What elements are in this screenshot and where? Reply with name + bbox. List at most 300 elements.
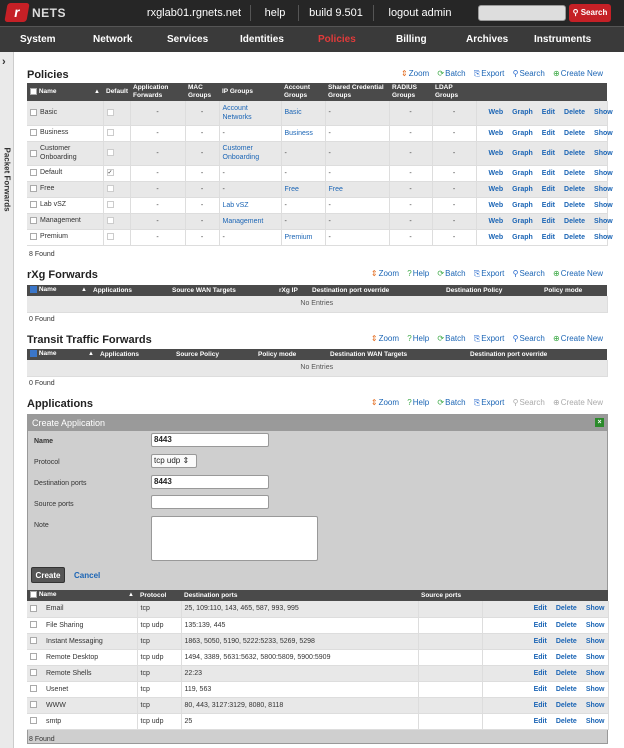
application-forwards bbox=[130, 101, 185, 125]
row-action-show[interactable]: Show bbox=[594, 233, 613, 241]
row-action-delete[interactable]: Delete bbox=[555, 637, 577, 645]
account-groups-text[interactable]: - bbox=[284, 149, 287, 157]
ip-groups[interactable] bbox=[219, 181, 281, 197]
policy-name-cell bbox=[27, 181, 103, 197]
nav-archives[interactable]: Archives bbox=[466, 34, 509, 45]
shared-credential-groups-text[interactable]: - bbox=[328, 201, 331, 209]
hostname-link[interactable]: rxglab01.rgnets.net bbox=[146, 7, 242, 19]
nav-system[interactable]: System bbox=[20, 34, 56, 45]
select-all-header[interactable] bbox=[27, 285, 90, 296]
row-action-edit[interactable]: Edit bbox=[541, 233, 556, 241]
col-applications[interactable]: Applications bbox=[90, 285, 169, 296]
select-all-checkbox[interactable] bbox=[30, 591, 37, 598]
protocol bbox=[137, 713, 181, 729]
select-all-header[interactable] bbox=[27, 590, 137, 601]
shared-credential-groups[interactable] bbox=[325, 197, 389, 213]
row-checkbox[interactable] bbox=[30, 129, 37, 136]
col-applications[interactable]: Applications bbox=[97, 349, 173, 360]
row-action-edit[interactable]: Edit bbox=[541, 169, 556, 177]
application-name-cell bbox=[27, 633, 137, 649]
divider bbox=[298, 5, 299, 21]
mac-groups-text: - bbox=[200, 169, 204, 177]
shared-credential-groups-text[interactable]: Free bbox=[328, 185, 343, 193]
create-button[interactable]: Create bbox=[31, 567, 65, 583]
row-action-edit[interactable]: Edit bbox=[541, 109, 556, 117]
row-action-show[interactable]: Show bbox=[594, 201, 613, 209]
radius-groups-text: - bbox=[409, 233, 412, 241]
row-actions bbox=[476, 141, 613, 165]
account-groups-text[interactable]: Premium bbox=[284, 233, 313, 241]
sort-up-icon[interactable]: ▲ bbox=[88, 351, 94, 358]
row-action-delete[interactable]: Delete bbox=[555, 669, 577, 677]
help-button[interactable] bbox=[407, 334, 429, 343]
col-ip-groups[interactable]: IP Groups bbox=[219, 83, 281, 101]
col-shared-credential-groups[interactable]: Shared Credential Groups bbox=[325, 83, 389, 101]
col-rxg-ip[interactable]: rXg IP bbox=[276, 285, 309, 296]
row-action-show[interactable]: Show bbox=[585, 701, 605, 709]
protocol-text: tcp bbox=[140, 701, 150, 709]
table-header bbox=[27, 83, 607, 101]
row-action-graph[interactable]: Graph bbox=[512, 149, 533, 157]
ip-groups[interactable] bbox=[219, 213, 281, 229]
table-row bbox=[27, 213, 607, 229]
col-source-ports[interactable]: Source ports bbox=[418, 590, 482, 601]
row-action-delete[interactable]: Delete bbox=[555, 701, 577, 709]
application-name: Remote Shells bbox=[46, 669, 92, 677]
ip-groups[interactable] bbox=[219, 141, 281, 165]
policy-name-cell bbox=[27, 101, 103, 125]
row-action-delete[interactable]: Delete bbox=[564, 217, 586, 225]
row-action-show[interactable]: Show bbox=[585, 653, 605, 661]
row-checkbox[interactable] bbox=[30, 201, 37, 208]
policy-name: Business bbox=[40, 129, 69, 137]
ldap-groups-text: - bbox=[452, 201, 456, 209]
search-button[interactable] bbox=[513, 334, 545, 343]
destination-ports-field[interactable]: 8443 bbox=[151, 475, 269, 489]
note-textarea[interactable] bbox=[151, 516, 318, 561]
ip-groups[interactable] bbox=[219, 101, 281, 125]
policy-name-cell bbox=[27, 165, 103, 181]
logout-link[interactable]: logout admin bbox=[388, 7, 452, 19]
search-icon: ⚲ bbox=[512, 334, 519, 343]
row-action-edit[interactable]: Edit bbox=[541, 217, 556, 225]
col-app-forwards[interactable]: Application Forwards bbox=[130, 83, 185, 101]
account-groups[interactable] bbox=[281, 197, 325, 213]
shared-credential-groups[interactable] bbox=[325, 101, 389, 125]
help-label: Help bbox=[412, 398, 430, 407]
ip-groups[interactable] bbox=[219, 229, 281, 245]
row-action-show[interactable]: Show bbox=[585, 717, 605, 725]
create-new-label: Create New bbox=[560, 398, 603, 407]
col-account-groups[interactable]: Account Groups bbox=[281, 83, 325, 101]
destination-ports-text: 135:139, 445 bbox=[184, 621, 226, 629]
radius-groups-text: - bbox=[409, 201, 412, 209]
zoom-label: Zoom bbox=[378, 334, 400, 343]
row-action-edit[interactable]: Edit bbox=[533, 685, 547, 693]
export-icon: ⎘ bbox=[473, 398, 481, 407]
divider bbox=[250, 5, 251, 21]
application-name-cell bbox=[27, 713, 137, 729]
row-action-graph[interactable]: Graph bbox=[512, 233, 533, 241]
policy-name: Basic bbox=[40, 109, 58, 117]
plus-icon: ⊕ bbox=[553, 69, 560, 78]
batch-icon: ⟳ bbox=[437, 334, 445, 343]
row-action-edit[interactable]: Edit bbox=[533, 717, 547, 725]
row-checkbox[interactable] bbox=[30, 637, 37, 644]
row-action-web[interactable]: Web bbox=[488, 149, 504, 157]
sort-up-icon[interactable]: ▲ bbox=[94, 88, 100, 95]
destination-ports bbox=[181, 713, 418, 729]
row-checkbox[interactable] bbox=[30, 653, 37, 660]
application-forwards bbox=[130, 165, 185, 181]
nav-policies[interactable]: Policies bbox=[318, 34, 356, 45]
row-action-delete[interactable]: Delete bbox=[564, 233, 586, 241]
create-new-button[interactable] bbox=[553, 334, 603, 343]
nav-network[interactable]: Network bbox=[93, 34, 133, 45]
row-action-delete[interactable]: Delete bbox=[564, 185, 586, 193]
ip-groups-text[interactable]: Management bbox=[222, 217, 264, 225]
row-action-edit[interactable]: Edit bbox=[541, 129, 556, 137]
row-action-show[interactable]: Show bbox=[585, 685, 605, 693]
row-action-edit[interactable]: Edit bbox=[533, 669, 547, 677]
mac-groups-text: - bbox=[200, 109, 204, 117]
row-action-show[interactable]: Show bbox=[594, 109, 613, 117]
col-destination-port-override[interactable]: Destination port override bbox=[309, 285, 443, 296]
row-action-edit[interactable]: Edit bbox=[541, 149, 556, 157]
select-all-checkbox[interactable] bbox=[30, 350, 37, 357]
source-ports-field[interactable] bbox=[151, 495, 269, 509]
search-icon: ⚲ bbox=[512, 398, 519, 407]
rxg-forwards-actions bbox=[365, 269, 603, 279]
source-ports bbox=[418, 681, 482, 697]
row-checkbox[interactable] bbox=[30, 150, 37, 157]
account-groups-text[interactable]: - bbox=[284, 169, 287, 177]
shared-credential-groups[interactable] bbox=[325, 213, 389, 229]
col-mac-groups[interactable]: MAC Groups bbox=[185, 83, 219, 101]
zoom-button[interactable] bbox=[371, 398, 399, 407]
zoom-button[interactable] bbox=[371, 269, 399, 278]
batch-button[interactable] bbox=[437, 269, 465, 278]
protocol-text: tcp bbox=[140, 685, 150, 693]
row-action-show[interactable]: Show bbox=[585, 621, 605, 629]
plus-icon: ⊕ bbox=[553, 398, 560, 407]
row-action-show[interactable]: Show bbox=[594, 169, 613, 177]
application-name: smtp bbox=[46, 717, 62, 725]
row-action-delete[interactable]: Delete bbox=[564, 149, 586, 157]
select-all-checkbox[interactable] bbox=[30, 88, 37, 95]
destination-ports bbox=[181, 617, 418, 633]
shared-credential-groups-text[interactable]: - bbox=[328, 109, 331, 117]
select-all-header[interactable] bbox=[27, 83, 103, 101]
batch-button[interactable] bbox=[437, 398, 465, 407]
shared-credential-groups[interactable] bbox=[325, 229, 389, 245]
ldap-groups-text: - bbox=[452, 233, 456, 241]
close-icon[interactable]: × bbox=[595, 418, 604, 427]
ip-groups-text[interactable]: - bbox=[222, 129, 225, 137]
name-field[interactable]: 8443 bbox=[151, 433, 269, 447]
ip-groups-text[interactable]: Customer Onboarding bbox=[222, 145, 260, 161]
account-groups[interactable] bbox=[281, 165, 325, 181]
destination-ports bbox=[181, 681, 418, 697]
applications-actions bbox=[365, 398, 603, 408]
row-action-delete[interactable]: Delete bbox=[555, 717, 577, 725]
shared-credential-groups-text[interactable]: - bbox=[328, 217, 331, 225]
account-groups[interactable] bbox=[281, 141, 325, 165]
protocol-text: tcp udp bbox=[140, 621, 164, 629]
protocol-select[interactable] bbox=[151, 454, 197, 468]
ip-groups-text[interactable]: Account Networks bbox=[222, 104, 252, 121]
table-row bbox=[27, 181, 607, 197]
row-action-delete[interactable]: Delete bbox=[564, 169, 586, 177]
row-action-web[interactable]: Web bbox=[488, 217, 504, 225]
ip-groups-text[interactable]: - bbox=[222, 169, 225, 177]
row-action-delete[interactable]: Delete bbox=[555, 605, 577, 613]
col-policy-mode[interactable]: Policy mode bbox=[255, 349, 327, 360]
col-destination-wan-targets[interactable]: Destination WAN Targets bbox=[327, 349, 467, 360]
row-checkbox[interactable] bbox=[30, 605, 37, 612]
col-policy-mode[interactable]: Policy mode bbox=[541, 285, 607, 296]
help-icon: ? bbox=[407, 334, 412, 343]
zoom-button[interactable] bbox=[371, 334, 399, 343]
ip-groups[interactable] bbox=[219, 165, 281, 181]
row-action-graph[interactable]: Graph bbox=[512, 169, 533, 177]
shared-credential-groups[interactable] bbox=[325, 181, 389, 197]
row-checkbox[interactable] bbox=[30, 669, 37, 676]
row-action-web[interactable]: Web bbox=[488, 169, 504, 177]
account-groups-text[interactable]: Business bbox=[284, 129, 313, 137]
mac-groups bbox=[185, 229, 219, 245]
col-name: Name bbox=[38, 286, 57, 294]
row-action-web[interactable]: Web bbox=[488, 129, 504, 137]
col-source-policy[interactable]: Source Policy bbox=[173, 349, 255, 360]
ldap-groups bbox=[432, 125, 476, 141]
row-checkbox[interactable] bbox=[30, 717, 37, 724]
expand-sidebar-icon[interactable]: › bbox=[2, 56, 6, 68]
table-header bbox=[27, 349, 607, 360]
help-button[interactable] bbox=[407, 398, 429, 407]
row-checkbox[interactable] bbox=[30, 109, 37, 116]
row-action-edit[interactable]: Edit bbox=[533, 621, 547, 629]
row-action-graph[interactable]: Graph bbox=[512, 201, 533, 209]
help-icon: ? bbox=[407, 269, 412, 278]
rgnets-logo[interactable] bbox=[6, 3, 76, 22]
row-action-show[interactable]: Show bbox=[594, 149, 613, 157]
create-new-button[interactable] bbox=[553, 269, 603, 278]
shared-credential-groups[interactable] bbox=[325, 141, 389, 165]
protocol-text: tcp bbox=[140, 637, 150, 645]
table-row bbox=[27, 649, 608, 665]
row-action-delete[interactable]: Delete bbox=[555, 685, 577, 693]
shared-credential-groups-text[interactable]: - bbox=[328, 169, 331, 177]
ldap-groups-text: - bbox=[452, 149, 456, 157]
row-action-show[interactable]: Show bbox=[594, 185, 613, 193]
row-action-web[interactable]: Web bbox=[488, 185, 504, 193]
account-groups-text[interactable]: Basic bbox=[284, 109, 302, 117]
help-label: Help bbox=[412, 334, 430, 343]
application-name: WWW bbox=[46, 701, 66, 709]
row-action-graph[interactable]: Graph bbox=[512, 129, 533, 137]
application-forwards-text: - bbox=[156, 201, 159, 209]
col-destination-port-override[interactable]: Destination port override bbox=[467, 349, 607, 360]
col-destination-ports[interactable]: Destination ports bbox=[181, 590, 418, 601]
row-action-show[interactable]: Show bbox=[585, 637, 605, 645]
export-button[interactable] bbox=[474, 334, 505, 343]
row-action-web[interactable]: Web bbox=[488, 201, 504, 209]
shared-credential-groups-text[interactable]: - bbox=[328, 233, 331, 241]
destination-ports bbox=[181, 665, 418, 681]
default-checkbox bbox=[107, 109, 114, 116]
col-destination-policy[interactable]: Destination Policy bbox=[443, 285, 541, 296]
row-action-delete[interactable]: Delete bbox=[564, 201, 586, 209]
radius-groups bbox=[389, 213, 432, 229]
zoom-label: Zoom bbox=[408, 69, 430, 78]
row-action-graph[interactable]: Graph bbox=[512, 217, 533, 225]
row-action-edit[interactable]: Edit bbox=[541, 185, 556, 193]
select-all-checkbox[interactable] bbox=[30, 286, 37, 293]
sort-up-icon[interactable]: ▲ bbox=[128, 592, 134, 599]
ip-groups[interactable] bbox=[219, 125, 281, 141]
row-action-show[interactable]: Show bbox=[594, 217, 613, 225]
policy-name: Free bbox=[40, 185, 55, 193]
shared-credential-groups[interactable] bbox=[325, 125, 389, 141]
radius-groups bbox=[389, 141, 432, 165]
batch-label: Batch bbox=[445, 334, 466, 343]
policies-rows bbox=[27, 101, 613, 245]
row-action-edit[interactable]: Edit bbox=[533, 605, 547, 613]
row-action-delete[interactable]: Delete bbox=[555, 653, 577, 661]
destination-ports-text: 22:23 bbox=[184, 669, 203, 677]
row-checkbox[interactable] bbox=[30, 685, 37, 692]
sort-up-icon[interactable]: ▲ bbox=[81, 287, 87, 294]
account-groups-text[interactable]: - bbox=[284, 201, 287, 209]
row-action-delete[interactable]: Delete bbox=[564, 129, 586, 137]
account-groups-text[interactable]: - bbox=[284, 217, 287, 225]
col-default[interactable]: Default bbox=[103, 83, 130, 101]
application-forwards bbox=[130, 229, 185, 245]
mac-groups-text: - bbox=[200, 129, 204, 137]
row-action-web[interactable]: Web bbox=[488, 233, 504, 241]
row-checkbox[interactable] bbox=[30, 701, 37, 708]
account-groups[interactable] bbox=[281, 213, 325, 229]
default-cell bbox=[103, 141, 130, 165]
create-new-button[interactable] bbox=[553, 69, 603, 78]
account-groups-text[interactable]: Free bbox=[284, 185, 299, 193]
shared-credential-groups-text[interactable]: - bbox=[328, 149, 331, 157]
row-actions bbox=[476, 229, 613, 245]
table-header bbox=[27, 285, 607, 296]
account-groups[interactable] bbox=[281, 101, 325, 125]
batch-icon: ⟳ bbox=[437, 269, 445, 278]
ip-groups-text[interactable]: - bbox=[222, 185, 225, 193]
col-source-wan-targets[interactable]: Source WAN Targets bbox=[169, 285, 276, 296]
help-link[interactable]: help bbox=[264, 7, 286, 19]
search-input[interactable] bbox=[478, 5, 566, 21]
export-button[interactable] bbox=[474, 69, 505, 78]
help-button[interactable] bbox=[407, 269, 429, 278]
help-label: Help bbox=[412, 269, 430, 278]
zoom-button[interactable] bbox=[401, 69, 429, 78]
search-button[interactable] bbox=[569, 4, 611, 22]
col-ldap-groups[interactable]: LDAP Groups bbox=[432, 83, 476, 101]
policies-title: Policies bbox=[27, 69, 69, 81]
row-checkbox[interactable] bbox=[30, 621, 37, 628]
shared-credential-groups-text[interactable]: - bbox=[328, 129, 331, 137]
row-actions bbox=[476, 181, 613, 197]
create-new-button[interactable] bbox=[553, 398, 603, 407]
destination-ports bbox=[181, 633, 418, 649]
mac-groups-text: - bbox=[200, 233, 204, 241]
help-icon: ? bbox=[407, 398, 412, 407]
main-nav bbox=[0, 26, 624, 52]
account-groups[interactable] bbox=[281, 181, 325, 197]
transit-title: Transit Traffic Forwards bbox=[27, 334, 152, 346]
build-link[interactable]: build 9.501 bbox=[309, 7, 363, 19]
row-action-show[interactable]: Show bbox=[594, 129, 613, 137]
default-checkbox bbox=[107, 129, 114, 136]
application-name-cell bbox=[27, 601, 137, 617]
application-forwards bbox=[130, 213, 185, 229]
search-button[interactable] bbox=[513, 269, 545, 278]
row-action-graph[interactable]: Graph bbox=[512, 185, 533, 193]
account-groups[interactable] bbox=[281, 229, 325, 245]
row-checkbox[interactable] bbox=[30, 233, 37, 240]
search-button[interactable] bbox=[513, 398, 545, 407]
batch-label: Batch bbox=[445, 69, 466, 78]
applications-table bbox=[27, 590, 609, 730]
radius-groups-text: - bbox=[409, 169, 412, 177]
export-button[interactable] bbox=[474, 269, 505, 278]
row-action-delete[interactable]: Delete bbox=[555, 621, 577, 629]
application-name-cell bbox=[27, 665, 137, 681]
row-action-graph[interactable]: Graph bbox=[512, 109, 533, 117]
col-protocol[interactable]: Protocol bbox=[137, 590, 181, 601]
nav-billing[interactable]: Billing bbox=[396, 34, 427, 45]
create-application-title: Create Application bbox=[28, 415, 607, 431]
ip-groups[interactable] bbox=[219, 197, 281, 213]
ip-groups-text[interactable]: Lab vSZ bbox=[222, 201, 249, 209]
col-radius-groups[interactable]: RADIUS Groups bbox=[389, 83, 432, 101]
application-forwards bbox=[130, 197, 185, 213]
nav-instruments[interactable]: Instruments bbox=[534, 34, 592, 45]
shared-credential-groups[interactable] bbox=[325, 165, 389, 181]
row-checkbox[interactable] bbox=[30, 169, 37, 176]
row-action-edit[interactable]: Edit bbox=[533, 637, 547, 645]
row-checkbox[interactable] bbox=[30, 185, 37, 192]
nav-services[interactable]: Services bbox=[167, 34, 209, 45]
export-icon: ⎘ bbox=[473, 69, 481, 78]
row-action-show[interactable]: Show bbox=[585, 605, 605, 613]
cancel-link[interactable]: Cancel bbox=[74, 571, 101, 580]
search-button[interactable] bbox=[513, 69, 545, 78]
batch-button[interactable] bbox=[437, 334, 465, 343]
row-action-web[interactable]: Web bbox=[488, 109, 504, 117]
row-action-edit[interactable]: Edit bbox=[541, 201, 556, 209]
export-button[interactable] bbox=[474, 398, 505, 407]
row-action-edit[interactable]: Edit bbox=[533, 701, 547, 709]
account-groups[interactable] bbox=[281, 125, 325, 141]
batch-button[interactable] bbox=[437, 69, 465, 78]
row-action-edit[interactable]: Edit bbox=[533, 653, 547, 661]
search-icon: ⚲ bbox=[512, 69, 519, 78]
row-checkbox[interactable] bbox=[30, 217, 37, 224]
nav-identities[interactable]: Identities bbox=[240, 34, 284, 45]
row-action-show[interactable]: Show bbox=[585, 669, 605, 677]
row-action-delete[interactable]: Delete bbox=[564, 109, 586, 117]
row-actions bbox=[476, 101, 613, 125]
select-all-header[interactable] bbox=[27, 349, 97, 360]
ip-groups-text[interactable]: - bbox=[222, 233, 225, 241]
source-ports bbox=[418, 697, 482, 713]
